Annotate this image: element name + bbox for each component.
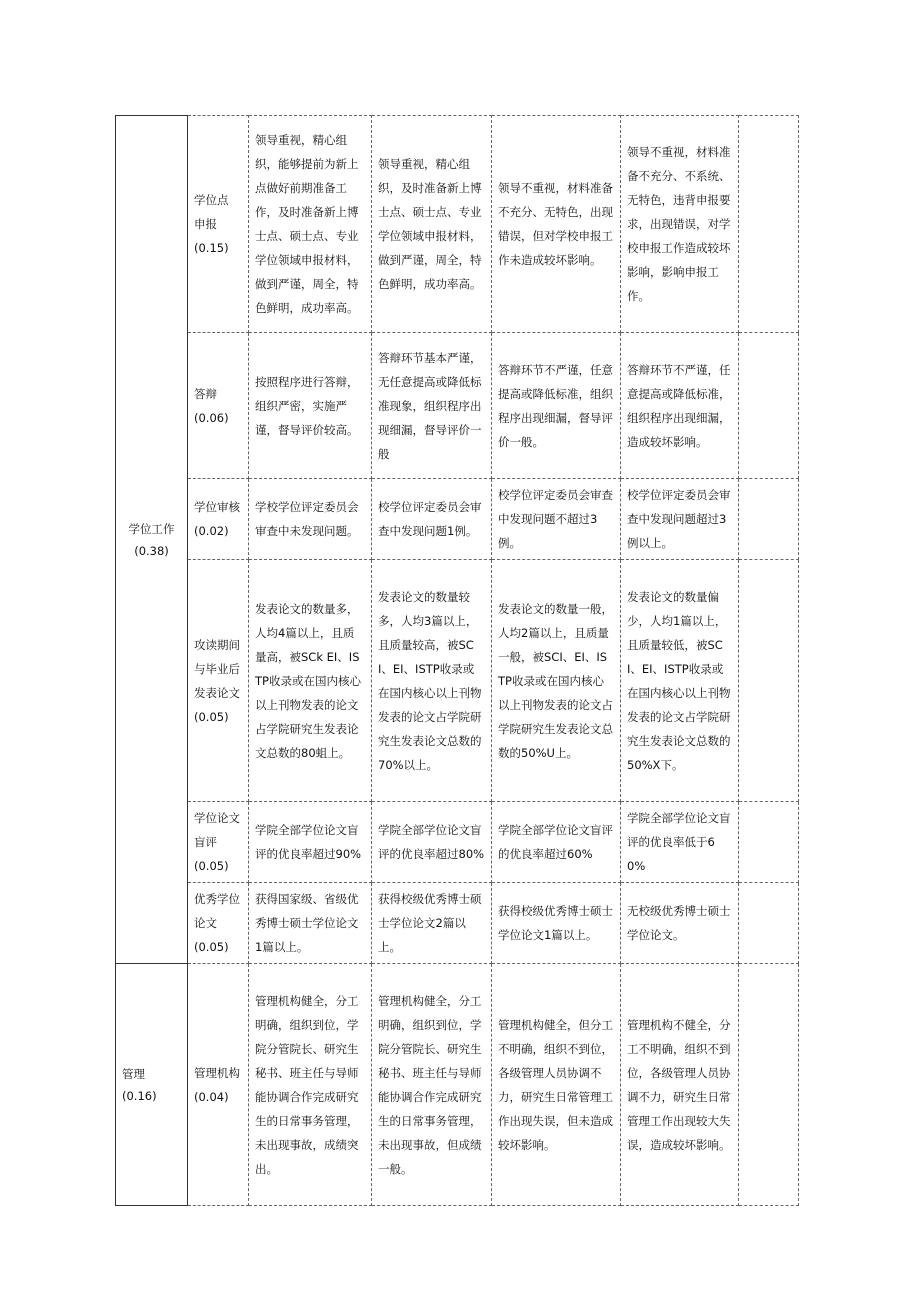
criteria-excellent: 按照程序进行答辩，组织严密，实施严谨，督导评价较高。 bbox=[249, 333, 372, 479]
criteria-poor: 领导不重视，材料准备不充分、不系统、无特色，违背申报要求，出现错误，对学校申报工作造成较坏影响，影响申报工作。 bbox=[621, 116, 739, 333]
criteria-fair: 答辩环节不严谨，任意提高或降低标准，组织程序出现细漏，督导评价一般。 bbox=[492, 333, 621, 479]
criteria-excellent: 发表论文的数量多，人均4篇以上，且质量高，被SCk EI、ISTP收录或在国内核心以上刊物发表的论文占学院研究生发表论文总数的80蛆上。 bbox=[249, 560, 372, 802]
score-cell bbox=[739, 964, 799, 1206]
evaluation-table bbox=[115, 115, 799, 1206]
criteria-good: 学院全部学位论文盲评的优良率超过80% bbox=[372, 802, 492, 883]
criteria-fair: 获得校级优秀博士硕士学位论文1篇以上。 bbox=[492, 883, 621, 964]
criteria-poor: 发表论文的数量偏少，人均1篇以上，且质量较低，被SCI、EI、ISTP收录或在国内核心以上刊物发表的论文占学院研究生发表论文总数的50%X下。 bbox=[621, 560, 739, 802]
criteria-fair: 领导不重视，材料准备不充分、无特色，出现错误，但对学校申报工作未造成较坏影响。 bbox=[492, 116, 621, 333]
item-cell: 攻读期间与毕业后发表论文 (0.05) bbox=[188, 560, 249, 802]
criteria-excellent: 领导重视，精心组织，能够提前为新上点做好前期准备工作，及时准备新上博士点、硕士点、专业学位领域申报材料，做到严谨，周全，特色鲜明，成功率高。 bbox=[249, 116, 372, 333]
criteria-good: 管理机构健全，分工明确，组织到位，学院分管院长、研究生秘书、班主任与导师能协调合作完成研究生的日常事务管理，未出现事故，但成绩一般。 bbox=[372, 964, 492, 1206]
category-cell: 学位工作 (0.38) bbox=[116, 116, 188, 964]
score-cell bbox=[739, 560, 799, 802]
criteria-excellent: 学院全部学位论文盲评的优良率超过90% bbox=[249, 802, 372, 883]
score-cell bbox=[739, 116, 799, 333]
criteria-poor: 学院全部学位论文盲评的优良率低于60% bbox=[621, 802, 739, 883]
score-cell bbox=[739, 802, 799, 883]
item-cell: 学位审核 (0.02) bbox=[188, 479, 249, 560]
criteria-good: 发表论文的数量较多，人均3篇以上，且质量较高，被SCI、EI、ISTP收录或在国内核心以上刊物发表的论文占学院研究生发表论文总数的70%以上。 bbox=[372, 560, 492, 802]
criteria-poor: 校学位评定委员会审查中发现问题超过3例以上。 bbox=[621, 479, 739, 560]
item-cell: 学位论文盲评 (0.05) bbox=[188, 802, 249, 883]
criteria-good: 校学位评定委员会审查中发现问题1例。 bbox=[372, 479, 492, 560]
item-cell: 学位点 申报 (0.15) bbox=[188, 116, 249, 333]
category-cell: 管理 (0.16) bbox=[116, 964, 188, 1206]
criteria-good: 获得校级优秀博士硕士学位论文2篇以上。 bbox=[372, 883, 492, 964]
criteria-good: 答辩环节基本严谨，无任意提高或降低标准现象，组织程序出现细漏，督导评价一般 bbox=[372, 333, 492, 479]
criteria-good: 领导重视，精心组织，及时准备新上博士点、硕士点、专业学位领域申报材料，做到严谨，周全，特色鲜明，成功率高。 bbox=[372, 116, 492, 333]
criteria-excellent: 获得国家级、省级优秀博士硕士学位论文1篇以上。 bbox=[249, 883, 372, 964]
score-cell bbox=[739, 479, 799, 560]
criteria-poor: 管理机构不健全，分工不明确，组织不到位，各级管理人员协调不力，研究生日常管理工作出现较大失误，造成较坏影响。 bbox=[621, 964, 739, 1206]
item-cell: 优秀学位论文 (0.05) bbox=[188, 883, 249, 964]
score-cell bbox=[739, 883, 799, 964]
criteria-excellent: 学校学位评定委员会审查中未发现问题。 bbox=[249, 479, 372, 560]
item-cell: 管理机构 (0.04) bbox=[188, 964, 249, 1206]
score-cell bbox=[739, 333, 799, 479]
criteria-poor: 无校级优秀博士硕士学位论文。 bbox=[621, 883, 739, 964]
criteria-poor: 答辩环节不严谨，任意提高或降低标准，组织程序出现细漏，造成较坏影响。 bbox=[621, 333, 739, 479]
criteria-fair: 管理机构健全，但分工不明确，组织不到位，各级管理人员协调不力，研究生日常管理工作出现失误，但未造成较坏影响。 bbox=[492, 964, 621, 1206]
item-cell: 答辩 (0.06) bbox=[188, 333, 249, 479]
criteria-fair: 发表论文的数量一般，人均2篇以上，且质量一般，被SCI、EI、ISTP收录或在国内核心以上刊物发表的论文占学院研究生发表论文总数的50%U上。 bbox=[492, 560, 621, 802]
criteria-excellent: 管理机构健全，分工明确，组织到位，学院分管院长、研究生秘书、班主任与导师能协调合作完成研究生的日常事务管理，未出现事故，成绩突出。 bbox=[249, 964, 372, 1206]
criteria-fair: 学院全部学位论文盲评的优良率超过60% bbox=[492, 802, 621, 883]
criteria-fair: 校学位评定委员会审查中发现问题不超过3例。 bbox=[492, 479, 621, 560]
